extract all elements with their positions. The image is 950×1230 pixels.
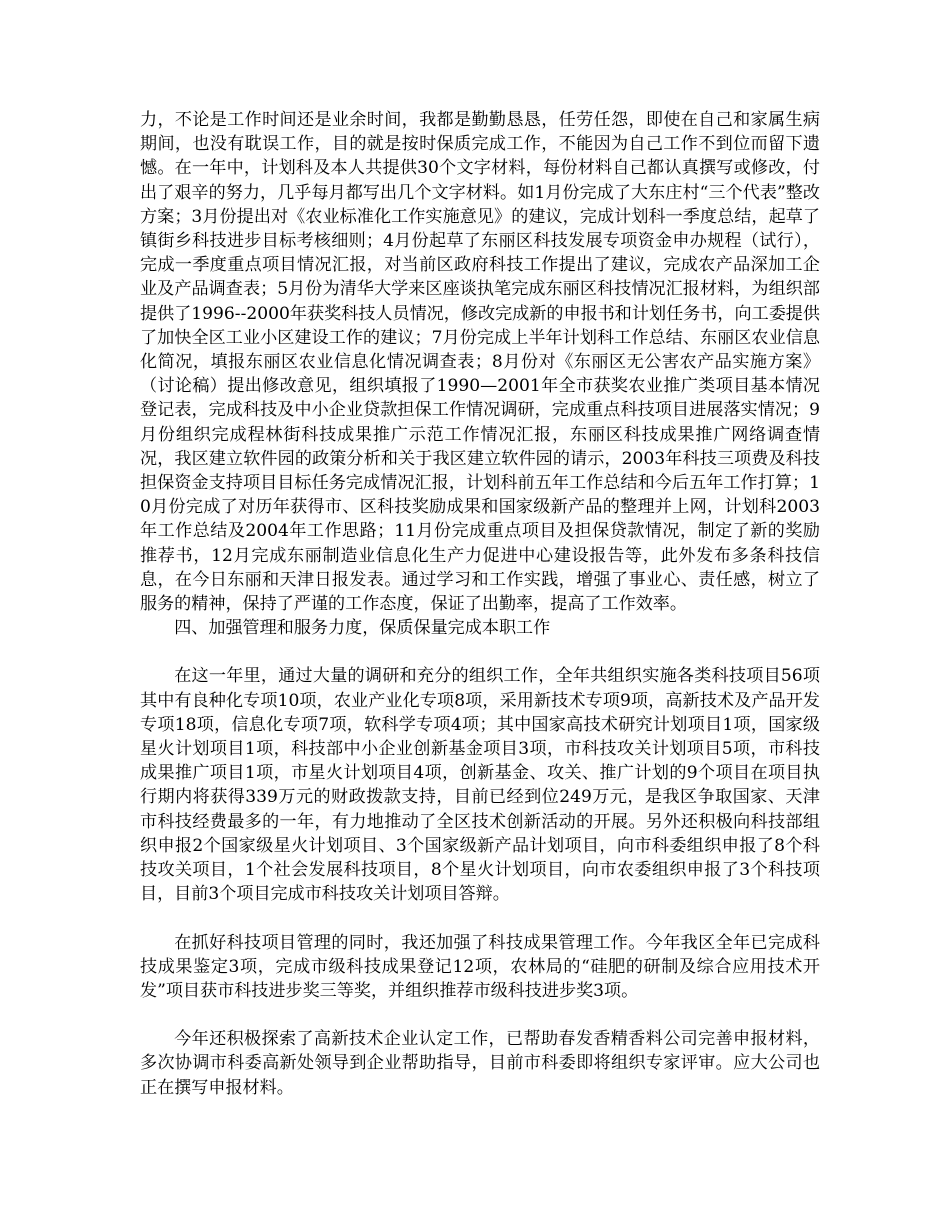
body-paragraph-3: 在抓好科技项目管理的同时，我还加强了科技成果管理工作。今年我区全年已完成科技成果鉴定3项，完成市级科技成果登记12项，农林局的“硅肥的研制及综合应用技术开发”项目获市科技进步奖三等奖，并组织推荐市级科技进步奖3项。 bbox=[140, 932, 820, 1001]
document-page bbox=[140, 108, 820, 1100]
body-paragraph-1: 力，不论是工作时间还是业余时间，我都是勤勤恳恳，任劳任怨，即使在自己和家属生病期间，也没有耽误工作，目的就是按时保质完成工作，不能因为自己工作不到位而留下遗憾。在一年中，计划科及本人共提供30个文字材料，每份材料自己都认真撰写或修改，付出了艰辛的努力，几乎每月都写出几个文字材料。如1月份完成了大东庄村“三个代表”整改方案；3月份提出对《农业标准化工作实施意见》的建议，完成计划科一季度总结，起草了镇街乡科技进步目标考核细则；4月份起草了东丽区科技发展专项资金申办规程（试行），完成一季度重点项目情况汇报，对当前区政府科技工作提出了建议，完成农产品深加工企业及产品调查表；5月份为清华大学来区座谈执笔完成东丽区科技情况汇报材料，为组织部提供了1996--2000年获奖科技人员情况，修改完成新的申报书和计划任务书，向工委提供了加快全区工业小区建设工作的建议；7月份完成上半年计划科工作总结、东丽区农业信息化简况，填报东丽区农业信息化情况调查表；8月份对《东丽区无公害农产品实施方案》（讨论稿）提出修改意见，组织填报了1990—2001年全市获奖农业推广类项目基本情况登记表，完成科技及中小企业贷款担保工作情况调研，完成重点科技项目进展落实情况；9月份组织完成程林街科技成果推广示范工作情况汇报，东丽区科技成果推广网络调查情况，我区建立软件园的政策分析和关于我区建立软件园的请示，2003年科技三项费及科技担保资金支持项目目标任务完成情况汇报，计划科前五年工作总结和今后五年工作打算；10月份完成了对历年获得市、区科技奖励成果和国家级新产品的整理并上网，计划科2003年工作总结及2004年工作思路；11月份完成重点项目及担保贷款情况，制定了新的奖励推荐书，12月完成东丽制造业信息化生产力促进中心建设报告等，此外发布多条科技信息，在今日东丽和天津日报发表。通过学习和工作实践，增强了事业心、责任感，树立了服务的精神，保持了严谨的工作态度，保证了出勤率，提高了工作效率。 bbox=[140, 110, 820, 615]
section-heading-4: 四、加强管理和服务力度，保质保量完成本职工作 bbox=[174, 618, 551, 639]
body-paragraph-4: 今年还积极探索了高新技术企业认定工作，已帮助春发香精香料公司完善申报材料，多次协调市科委高新处领导到企业帮助指导，目前市科委即将组织专家评审。应大公司也正在撰写申报材料。 bbox=[140, 1029, 820, 1098]
body-paragraph-2: 在这一年里，通过大量的调研和充分的组织工作，全年共组织实施各类科技项目56项其中有良种化专项10项，农业产业化专项8项，采用新技术专项9项，高新技术及产品开发专项18项，信息化专项7项，软科学专项4项；其中国家高技术研究计划项目1项，国家级星火计划项目1项，科技部中小企业创新基金项目3项，市科技攻关计划项目5项，市科技成果推广项目1项，市星火计划项目4项，创新基金、攻关、推广计划的9个项目在项目执行期内将获得339万元的财政拨款支持，目前已经到位249万元，是我区争取国家、天津市科技经费最多的一年，有力地推动了全区技术创新活动的开展。另外还积极向科技部组织申报2个国家级星火计划项目、3个国家级新产品计划项目，向市科委组织申报了8个科技攻关项目，1个社会发展科技项目，8个星火计划项目，向市农委组织申报了3个科技项目，目前3个项目完成市科技攻关计划项目答辩。 bbox=[140, 666, 820, 905]
